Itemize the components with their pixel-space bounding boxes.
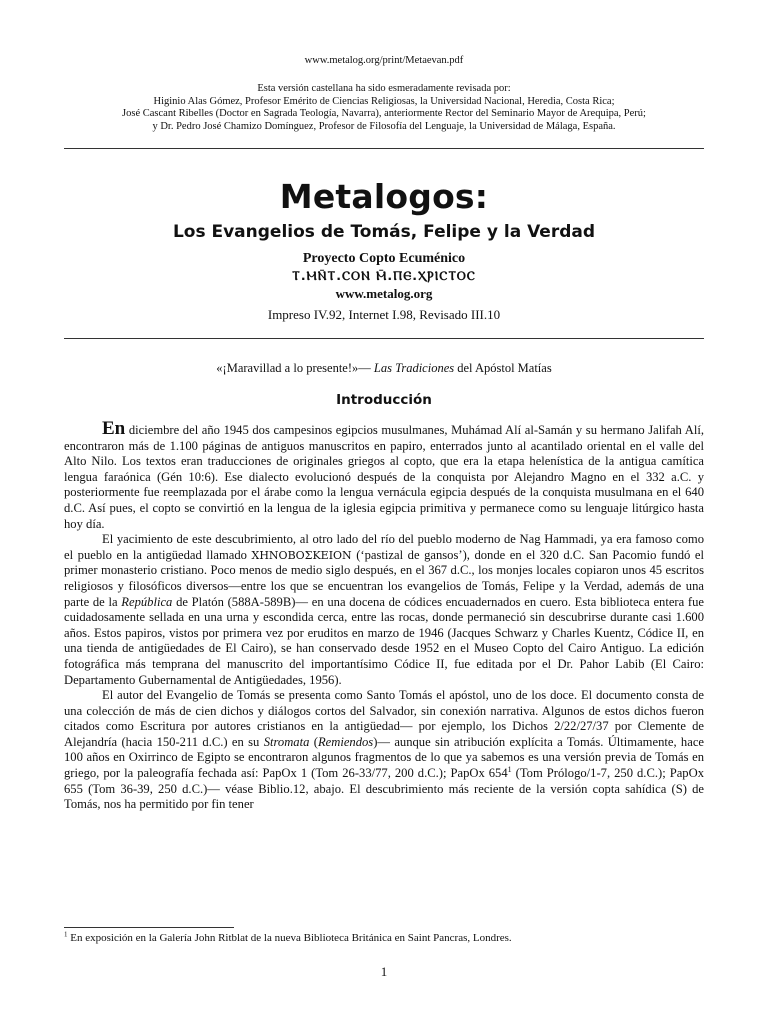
paragraph-3	[64, 688, 704, 813]
footnote	[64, 931, 704, 945]
reviewer-2: José Cascant Ribelles (Doctor en Sagrada Teología, Navarra), anteriormente Rector del Seminario Mayor de Arequipa, Perú;	[122, 108, 646, 119]
paragraph-2-text-a: El yacimiento de este descubrimiento, al otro lado del río del pueblo moderno de Nag Hammadi, ya era famoso como el pueblo en la antigüedad llamado	[64, 532, 704, 562]
paragraph-2-text-b: (‘pastizal de gansos’), donde en el 320 d.C. San Pacomio fundó el primer monasterio cristiano. Poco menos de medio siglo después, en el 367 d.C., los monjes locales copiaron unos 45 escritos religiosos y filosóficos diversos—entre los que se encuentran los evangelios de Tomás, Felipe y la Verdad, además de una parte de la	[64, 547, 704, 609]
epigraph	[0, 360, 768, 376]
footnote-text: En exposición en la Galería John Ritblat de la nueva Biblioteca Británica en Saint Pancras, Londres.	[67, 932, 512, 944]
drop-word: En	[102, 418, 126, 439]
epigraph-attribution: del Apóstol Matías	[457, 361, 552, 375]
website-link[interactable]: www.metalog.org	[335, 286, 433, 301]
paragraph-3-text-b: )— aunque sin atribución explícita a Tomás. Últimamente, hace 100 años en Oxirrinco de Egipto se encontraron algunos fragmentos de lo que ya sabemos es una versión previa de Tomás en griego, por la paleografía fechada así: PapOx 1 (Tom 26-33/77, 200 d.C.); PapOx 654	[64, 734, 705, 781]
epigraph-quote: «¡Maravillad a lo presente!»—	[216, 361, 371, 375]
paragraph-2	[64, 532, 704, 688]
printing-history: Impreso IV.92, Internet I.98, Revisado III.10	[267, 307, 501, 322]
paragraph-1-text: diciembre del año 1945 dos campesinos egipcios musulmanes, Muhámad Alí al-Samán y su hermano Jalifah Alí, encontraron más de 1.100 páginas de antiguos manuscritos en papiro, enterrados junto al acantilado oriental en el valle del Alto Nilo. Los textos eran traducciones de originales griegos al copto, que era la etapa helenística de la antigua camítica lengua faraónica (Gén 10:6). Ese dialecto evolucionó después de la conquista por Alejandro Magno en el 332 a.C. y posteriormente fue reemplazada por el árabe como la lengua vernácula egipcia después de la conquista musulmana en el 640 d.C. Así pues, el copto se convirtió en la lengua de la iglesia egipcia primitiva y permanece como su lenguaje litúrgico hasta hoy día.	[64, 423, 704, 531]
paragraph-1	[64, 418, 704, 532]
document-title: Metalogos:	[279, 177, 489, 216]
paragraph-3-text-a: El autor del Evangelio de Tomás se presenta como Santo Tomás el apóstol, uno de los doce. El documento consta de una colección de más de cien dichos y diálogos cortos del Salvador, sin conexión narrativa. Algunos de estos dichos fueron citados como Escritura por autores cristianos en la antigüedad— por ejemplo, los Dichos 2/22/27/37 por Clemente de Alejandría (hacia 150-211 d.C.) en su	[64, 688, 704, 749]
revision-credits	[60, 83, 708, 133]
coptic-line: Ⲧ.ⲘⲚ̄Ⲧ.ⲤⲞⲚ Ⲙ̄.ⲠⲈ.ⲬⲢⲒⲤⲦⲞⲤ	[292, 268, 476, 283]
footnote-divider	[64, 927, 234, 928]
top-divider	[64, 148, 704, 149]
document-subtitle: Los Evangelios de Tomás, Felipe y la Verdad	[172, 222, 596, 242]
paragraph-2-text-c: de Platón (588A-589B)— en una docena de códices encuadernados en cuero. Esta biblioteca entera fue cuidadosamente sellada en una urna y escondida cerca, entre las rocas, donde permaneció sin descubrirse durante casi 1.600 años. Estos papiros, vistos por primera vez por eruditos en marzo de 1946 (Jacques Schwarz y Charles Kuentz, Códice II, en una tienda de antigüedades de El Cairo), se han conservado desde 1952 en el Museo Copto del Cairo Antiguo. La edición fotográfica más temprana del manuscrito del importantísimo Códice II, fue editada por el Dr. Pahor Labib (El Cairo: Departamento Gubernamental de Antigüedades, 1956).	[64, 594, 704, 687]
middle-divider	[64, 338, 704, 339]
footnote-reference[interactable]: 1	[507, 764, 512, 774]
revision-note: Esta versión castellana ha sido esmeradamente revisada por:	[257, 83, 511, 94]
epigraph-source: Las Tradiciones	[373, 361, 455, 375]
paren-open: (	[309, 734, 318, 749]
reviewer-3: y Dr. Pedro José Chamizo Domínguez, Profesor de Filosofía del Lenguaje, la Universidad de Málaga, España.	[152, 120, 616, 132]
republica-title: República	[121, 594, 173, 609]
remiendos-title: Remiendos	[317, 734, 374, 749]
footnote-marker: 1	[64, 930, 68, 939]
greek-place-name: ΧΗΝΟΒΟΣΚΕΙΟΝ	[251, 548, 352, 562]
paragraph-3-text-c: (Tom Prólogo/1-7, 250 d.C.); PapOx 655 (Tom 36-39, 250 d.C.)— véase Biblio.12, abajo. El descubrimiento más reciente de la versión copta sahídica (S) de Tomás, nos ha permitido por fin tener	[64, 766, 704, 812]
stromata-title: Stromata	[263, 734, 310, 749]
body-text	[64, 418, 705, 813]
reviewer-1: Higinio Alas Gómez, Profesor Emérito de Ciencias Religiosas, la Universidad Nacional, Heredia, Costa Rica;	[153, 95, 615, 107]
page-number: 1	[380, 964, 388, 979]
section-heading: Introducción	[336, 392, 432, 408]
source-url[interactable]: www.metalog.org/print/Metaevan.pdf	[304, 55, 464, 66]
project-name: Proyecto Copto Ecuménico	[302, 251, 466, 266]
